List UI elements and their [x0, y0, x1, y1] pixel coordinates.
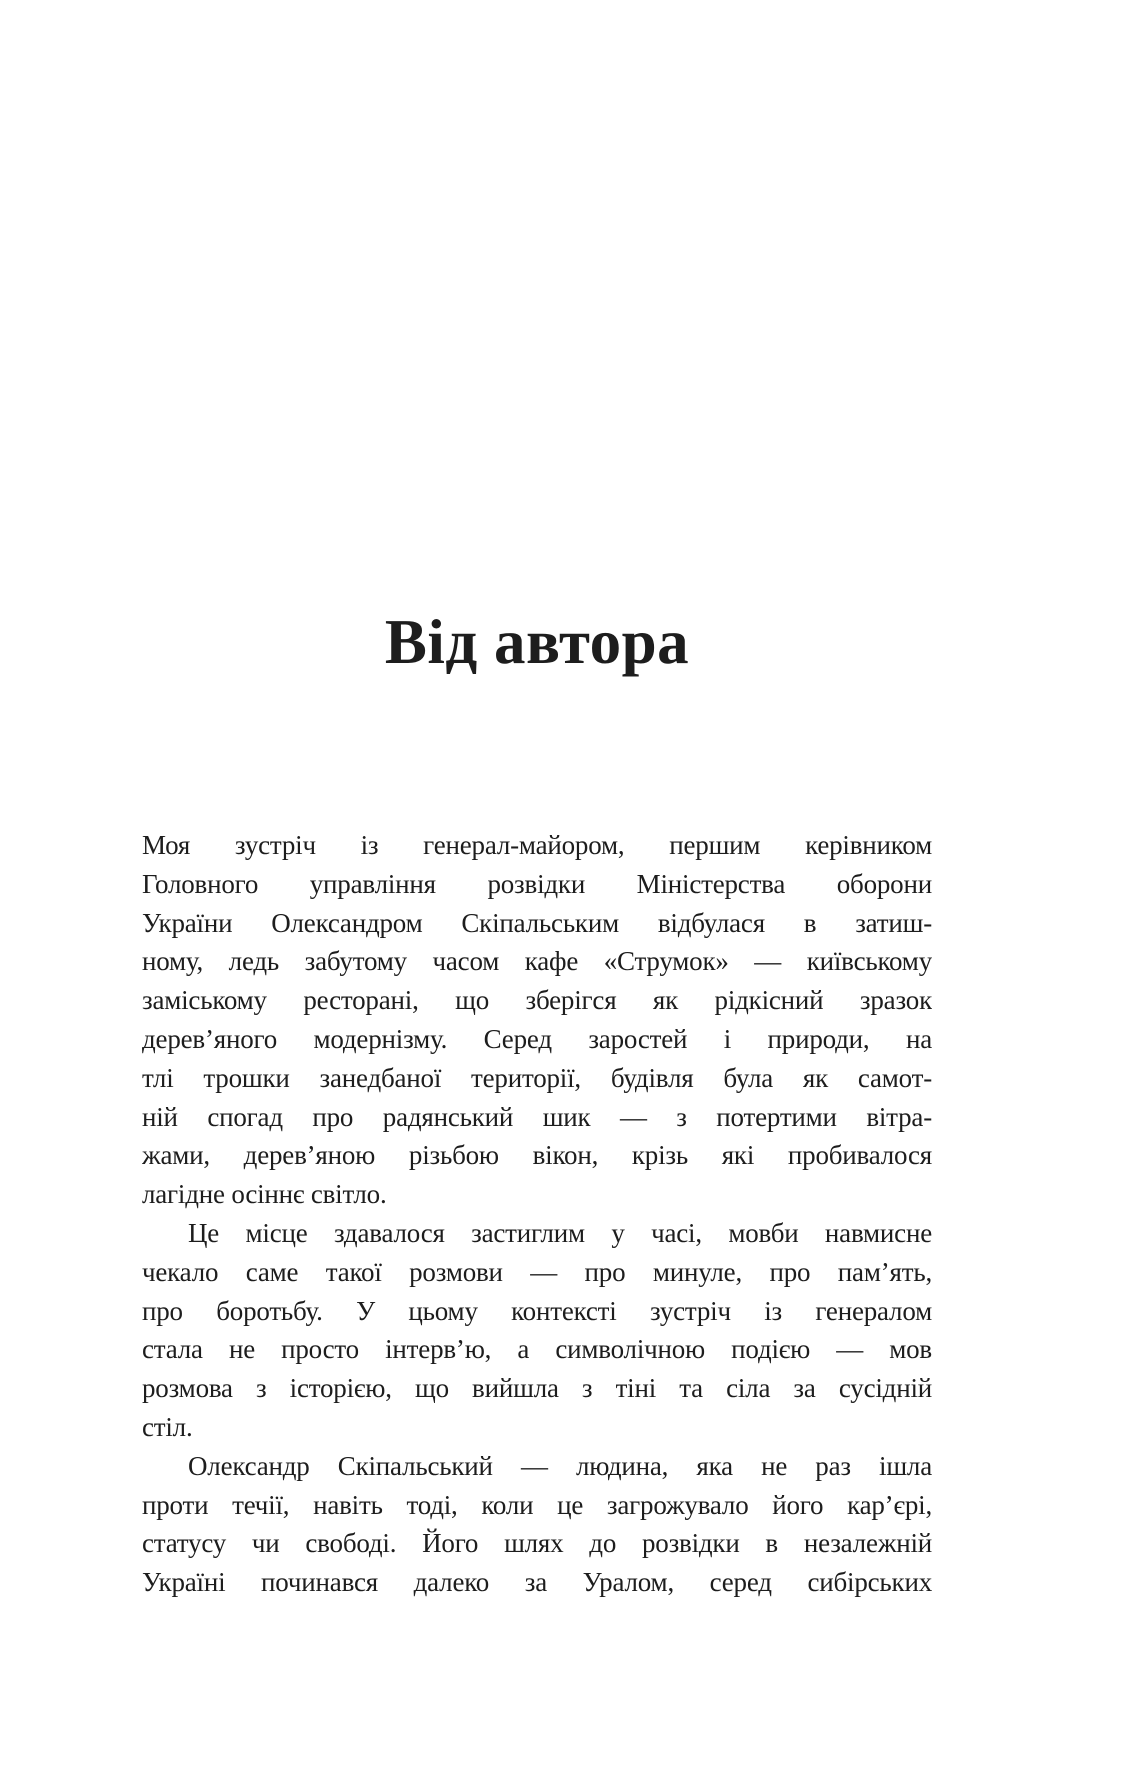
text-line: Головного управління розвідки Міністерства оборони [142, 868, 932, 899]
text-line: Моя зустріч із генерал-майором, першим керівником [142, 830, 932, 860]
text-line: ній спогад про радянський шик — з потертими вітра- [142, 1101, 932, 1132]
paragraph [142, 1447, 932, 1602]
text-line: Олександр Скіпальський — людина, яка не раз ішла [188, 1450, 932, 1481]
text-line: стіл. [142, 1411, 193, 1442]
text-line: статусу чи свободі. Його шлях до розвідки в незалежній [142, 1528, 932, 1559]
text-line: ному, ледь забутому часом кафе «Струмок» — київському [142, 946, 932, 977]
text-line: проти течії, навіть тоді, коли це загрожувало його кар’єрі, [142, 1489, 932, 1520]
chapter-title: Від автора [384, 607, 690, 678]
text-line: про боротьбу. У цьому контексті зустріч із генералом [142, 1295, 932, 1326]
text-line: лагідне осіннє світло. [142, 1179, 387, 1210]
paragraph [142, 826, 932, 1214]
text-line: стала не просто інтерв’ю, а символічною подією — мов [142, 1334, 932, 1365]
text-line: України Олександром Скіпальським відбулася в затиш- [142, 907, 932, 938]
text-line: заміському ресторані, що зберігся як рідкісний зразок [142, 985, 932, 1016]
paragraph [142, 1214, 932, 1447]
text-line: розмова з історією, що вийшла з тіні та сіла за сусідній [142, 1373, 932, 1404]
text-line: жами, дерев’яною різьбою вікон, крізь які пробивалося [142, 1140, 932, 1171]
text-line: Україні починався далеко за Уралом, серед сибірських [142, 1567, 932, 1598]
text-line: чекало саме такої розмови — про минуле, про пам’ять, [142, 1256, 932, 1287]
text-line: тлі трошки занедбаної території, будівля була як самот- [142, 1062, 932, 1093]
text-line: дерев’яного модернізму. Серед заростей і природи, на [142, 1023, 932, 1054]
body-text [142, 826, 932, 1602]
text-line: Це місце здавалося застиглим у часі, мовби навмисне [188, 1217, 932, 1248]
